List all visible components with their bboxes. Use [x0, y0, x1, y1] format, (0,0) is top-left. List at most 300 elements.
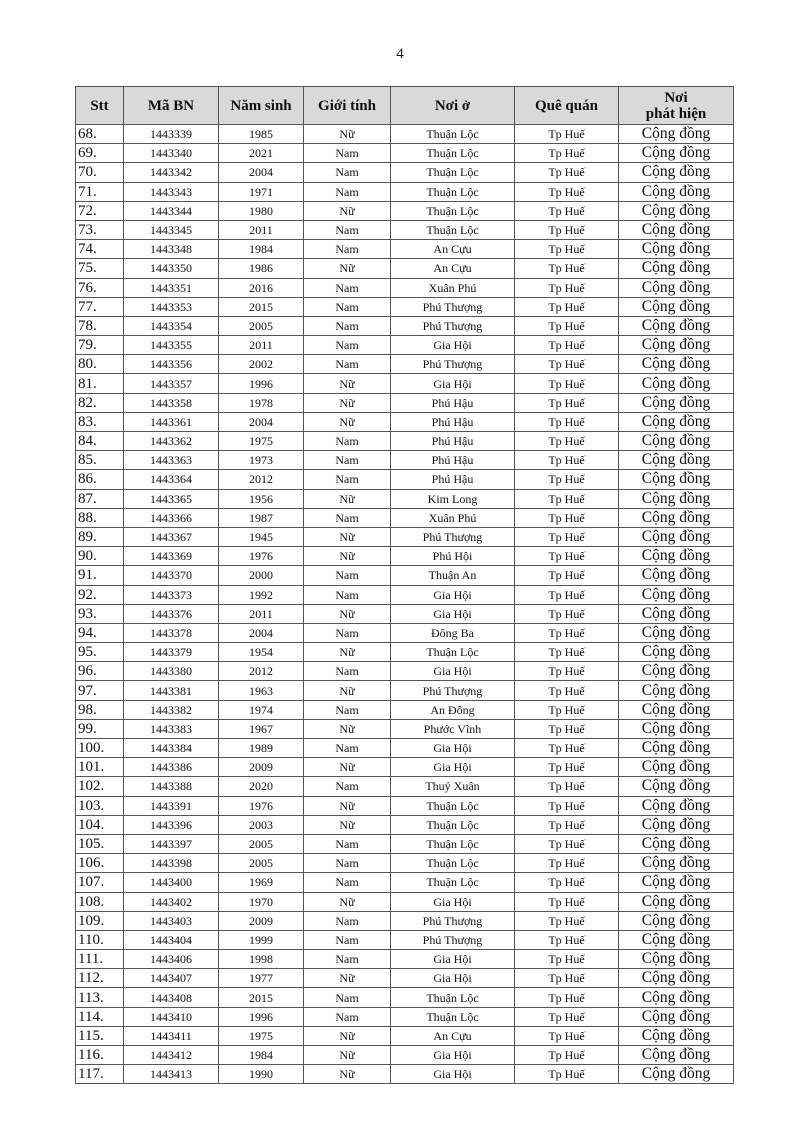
- cell-stt: 86.: [76, 470, 124, 489]
- cell-stt: 82.: [76, 393, 124, 412]
- cell-que-quan: Tp Huế: [515, 432, 619, 451]
- cell-gioi-tinh: Nam: [304, 240, 391, 259]
- cell-noi-phat-hien: Cộng đồng: [619, 911, 734, 930]
- cell-noi-phat-hien: Cộng đồng: [619, 508, 734, 527]
- cell-gioi-tinh: Nữ: [304, 374, 391, 393]
- table-row: [76, 393, 734, 412]
- table-row: [76, 125, 734, 144]
- cell-stt: 79.: [76, 336, 124, 355]
- cell-stt: 109.: [76, 911, 124, 930]
- cell-stt: 116.: [76, 1046, 124, 1065]
- cell-stt: 69.: [76, 144, 124, 163]
- cell-nam-sinh: 2004: [219, 163, 304, 182]
- cell-noi-o: Phú Thượng: [391, 930, 515, 949]
- cell-que-quan: Tp Huế: [515, 604, 619, 623]
- cell-noi-o: Thuận Lộc: [391, 988, 515, 1007]
- cell-noi-phat-hien: Cộng đồng: [619, 662, 734, 681]
- cell-noi-phat-hien: Cộng đồng: [619, 1026, 734, 1045]
- table-row: [76, 412, 734, 431]
- cell-que-quan: Tp Huế: [515, 623, 619, 642]
- cell-stt: 91.: [76, 566, 124, 585]
- cell-nam-sinh: 2011: [219, 336, 304, 355]
- cell-noi-phat-hien: Cộng đồng: [619, 854, 734, 873]
- cell-noi-phat-hien: Cộng đồng: [619, 700, 734, 719]
- cell-noi-o: Gia Hội: [391, 1065, 515, 1084]
- cell-que-quan: Tp Huế: [515, 719, 619, 738]
- cell-noi-o: Thuỷ Xuân: [391, 777, 515, 796]
- cell-nam-sinh: 2004: [219, 412, 304, 431]
- cell-nam-sinh: 1973: [219, 451, 304, 470]
- table-row: [76, 892, 734, 911]
- cell-nam-sinh: 1975: [219, 1026, 304, 1045]
- cell-nam-sinh: 2011: [219, 220, 304, 239]
- cell-noi-phat-hien: Cộng đồng: [619, 873, 734, 892]
- cell-gioi-tinh: Nam: [304, 355, 391, 374]
- cell-noi-o: Gia Hội: [391, 950, 515, 969]
- table-row: [76, 527, 734, 546]
- header-nam-sinh: Năm sinh: [219, 87, 304, 125]
- cell-ma-bn: 1443382: [124, 700, 219, 719]
- cell-stt: 115.: [76, 1026, 124, 1045]
- table-row: [76, 1046, 734, 1065]
- cell-gioi-tinh: Nữ: [304, 892, 391, 911]
- table-row: [76, 1007, 734, 1026]
- cell-que-quan: Tp Huế: [515, 412, 619, 431]
- cell-nam-sinh: 2003: [219, 815, 304, 834]
- cell-ma-bn: 1443404: [124, 930, 219, 949]
- table-row: [76, 508, 734, 527]
- cell-noi-phat-hien: Cộng đồng: [619, 297, 734, 316]
- table-row: [76, 432, 734, 451]
- cell-nam-sinh: 1954: [219, 643, 304, 662]
- cell-noi-o: Gia Hội: [391, 585, 515, 604]
- header-que-quan: Quê quán: [515, 87, 619, 125]
- cell-gioi-tinh: Nam: [304, 432, 391, 451]
- cell-noi-phat-hien: Cộng đồng: [619, 470, 734, 489]
- cell-gioi-tinh: Nam: [304, 508, 391, 527]
- cell-ma-bn: 1443403: [124, 911, 219, 930]
- cell-que-quan: Tp Huế: [515, 566, 619, 585]
- cell-ma-bn: 1443396: [124, 815, 219, 834]
- cell-nam-sinh: 2000: [219, 566, 304, 585]
- header-noi-phat-hien: [619, 87, 734, 125]
- cell-ma-bn: 1443365: [124, 489, 219, 508]
- cell-gioi-tinh: Nam: [304, 297, 391, 316]
- table-row: [76, 643, 734, 662]
- table-row: [76, 758, 734, 777]
- cell-stt: 93.: [76, 604, 124, 623]
- cell-ma-bn: 1443407: [124, 969, 219, 988]
- cell-nam-sinh: 1987: [219, 508, 304, 527]
- cell-gioi-tinh: Nam: [304, 1007, 391, 1026]
- cell-noi-phat-hien: Cộng đồng: [619, 1065, 734, 1084]
- cell-stt: 102.: [76, 777, 124, 796]
- cell-gioi-tinh: Nam: [304, 988, 391, 1007]
- cell-nam-sinh: 1990: [219, 1065, 304, 1084]
- cell-que-quan: Tp Huế: [515, 1007, 619, 1026]
- cell-noi-phat-hien: Cộng đồng: [619, 777, 734, 796]
- cell-noi-phat-hien: Cộng đồng: [619, 969, 734, 988]
- cell-que-quan: Tp Huế: [515, 125, 619, 144]
- cell-nam-sinh: 1967: [219, 719, 304, 738]
- cell-nam-sinh: 1978: [219, 393, 304, 412]
- cell-nam-sinh: 2015: [219, 297, 304, 316]
- cell-noi-phat-hien: Cộng đồng: [619, 585, 734, 604]
- cell-stt: 73.: [76, 220, 124, 239]
- cell-gioi-tinh: Nam: [304, 470, 391, 489]
- cell-nam-sinh: 2009: [219, 758, 304, 777]
- cell-gioi-tinh: Nam: [304, 278, 391, 297]
- cell-noi-o: Phú Thượng: [391, 911, 515, 930]
- cell-noi-phat-hien: Cộng đồng: [619, 374, 734, 393]
- cell-noi-phat-hien: Cộng đồng: [619, 163, 734, 182]
- cell-gioi-tinh: Nam: [304, 182, 391, 201]
- cell-que-quan: Tp Huế: [515, 911, 619, 930]
- cell-que-quan: Tp Huế: [515, 355, 619, 374]
- table-row: [76, 547, 734, 566]
- cell-que-quan: Tp Huế: [515, 700, 619, 719]
- cell-noi-phat-hien: Cộng đồng: [619, 125, 734, 144]
- cell-que-quan: Tp Huế: [515, 508, 619, 527]
- cell-noi-o: Thuận An: [391, 566, 515, 585]
- cell-que-quan: Tp Huế: [515, 144, 619, 163]
- cell-ma-bn: 1443398: [124, 854, 219, 873]
- cell-que-quan: Tp Huế: [515, 393, 619, 412]
- table-row: [76, 604, 734, 623]
- cell-stt: 80.: [76, 355, 124, 374]
- header-stt: Stt: [76, 87, 124, 125]
- cell-ma-bn: 1443369: [124, 547, 219, 566]
- cell-nam-sinh: 2011: [219, 604, 304, 623]
- cell-noi-phat-hien: Cộng đồng: [619, 527, 734, 546]
- cell-stt: 101.: [76, 758, 124, 777]
- table-row: [76, 220, 734, 239]
- cell-stt: 77.: [76, 297, 124, 316]
- cell-stt: 104.: [76, 815, 124, 834]
- cell-que-quan: Tp Huế: [515, 278, 619, 297]
- cell-gioi-tinh: Nam: [304, 316, 391, 335]
- cell-gioi-tinh: Nữ: [304, 125, 391, 144]
- cell-stt: 107.: [76, 873, 124, 892]
- cell-ma-bn: 1443379: [124, 643, 219, 662]
- cell-noi-phat-hien: Cộng đồng: [619, 393, 734, 412]
- cell-noi-o: Gia Hội: [391, 662, 515, 681]
- cell-ma-bn: 1443361: [124, 412, 219, 431]
- header-noi-o: Nơi ở: [391, 87, 515, 125]
- cell-gioi-tinh: Nam: [304, 144, 391, 163]
- cell-nam-sinh: 2009: [219, 911, 304, 930]
- cell-gioi-tinh: Nữ: [304, 758, 391, 777]
- cell-gioi-tinh: Nam: [304, 451, 391, 470]
- cell-gioi-tinh: Nam: [304, 700, 391, 719]
- cell-noi-o: Gia Hội: [391, 892, 515, 911]
- cell-que-quan: Tp Huế: [515, 739, 619, 758]
- cell-nam-sinh: 2005: [219, 834, 304, 853]
- cell-que-quan: Tp Huế: [515, 892, 619, 911]
- cell-ma-bn: 1443408: [124, 988, 219, 1007]
- table-row: [76, 1026, 734, 1045]
- table-row: [76, 278, 734, 297]
- cell-noi-phat-hien: Cộng đồng: [619, 930, 734, 949]
- cell-stt: 108.: [76, 892, 124, 911]
- cell-noi-o: Phú Hậu: [391, 393, 515, 412]
- cell-ma-bn: 1443351: [124, 278, 219, 297]
- cell-nam-sinh: 2020: [219, 777, 304, 796]
- table-row: [76, 489, 734, 508]
- cell-noi-o: Xuân Phú: [391, 278, 515, 297]
- cell-noi-o: Phước Vĩnh: [391, 719, 515, 738]
- cell-gioi-tinh: Nữ: [304, 1065, 391, 1084]
- cell-noi-o: An Cựu: [391, 1026, 515, 1045]
- cell-noi-phat-hien: Cộng đồng: [619, 758, 734, 777]
- cell-ma-bn: 1443413: [124, 1065, 219, 1084]
- cell-noi-phat-hien: Cộng đồng: [619, 681, 734, 700]
- table-row: [76, 144, 734, 163]
- cell-que-quan: Tp Huế: [515, 681, 619, 700]
- cell-noi-o: Thuận Lộc: [391, 643, 515, 662]
- cell-que-quan: Tp Huế: [515, 374, 619, 393]
- header-gioi-tinh: Giới tính: [304, 87, 391, 125]
- page-number: 4: [396, 46, 404, 62]
- cell-que-quan: Tp Huế: [515, 336, 619, 355]
- cell-gioi-tinh: Nữ: [304, 815, 391, 834]
- cell-nam-sinh: 1976: [219, 796, 304, 815]
- table-row: [76, 854, 734, 873]
- cell-noi-phat-hien: Cộng đồng: [619, 547, 734, 566]
- cell-noi-phat-hien: Cộng đồng: [619, 623, 734, 642]
- cell-ma-bn: 1443343: [124, 182, 219, 201]
- cell-ma-bn: 1443358: [124, 393, 219, 412]
- cell-noi-phat-hien: Cộng đồng: [619, 432, 734, 451]
- cell-nam-sinh: 2002: [219, 355, 304, 374]
- cell-noi-o: Phú Hội: [391, 547, 515, 566]
- cell-que-quan: Tp Huế: [515, 316, 619, 335]
- table-row: [76, 623, 734, 642]
- cell-que-quan: Tp Huế: [515, 527, 619, 546]
- cell-que-quan: Tp Huế: [515, 1026, 619, 1045]
- cell-noi-phat-hien: Cộng đồng: [619, 240, 734, 259]
- cell-stt: 100.: [76, 739, 124, 758]
- cell-stt: 84.: [76, 432, 124, 451]
- cell-ma-bn: 1443357: [124, 374, 219, 393]
- cell-noi-phat-hien: Cộng đồng: [619, 566, 734, 585]
- cell-nam-sinh: 1963: [219, 681, 304, 700]
- cell-gioi-tinh: Nam: [304, 777, 391, 796]
- cell-noi-phat-hien: Cộng đồng: [619, 489, 734, 508]
- cell-noi-o: Phú Thượng: [391, 316, 515, 335]
- cell-stt: 96.: [76, 662, 124, 681]
- table-row: [76, 585, 734, 604]
- table-row: [76, 182, 734, 201]
- cell-ma-bn: 1443381: [124, 681, 219, 700]
- cell-ma-bn: 1443373: [124, 585, 219, 604]
- cell-noi-phat-hien: Cộng đồng: [619, 182, 734, 201]
- cell-que-quan: Tp Huế: [515, 777, 619, 796]
- cell-stt: 105.: [76, 834, 124, 853]
- cell-ma-bn: 1443388: [124, 777, 219, 796]
- cell-stt: 78.: [76, 316, 124, 335]
- cell-ma-bn: 1443345: [124, 220, 219, 239]
- cell-noi-o: Thuận Lộc: [391, 854, 515, 873]
- cell-noi-o: Gia Hội: [391, 739, 515, 758]
- table-row: [76, 662, 734, 681]
- cell-ma-bn: 1443356: [124, 355, 219, 374]
- cell-stt: 72.: [76, 201, 124, 220]
- table-row: [76, 163, 734, 182]
- cell-gioi-tinh: Nam: [304, 585, 391, 604]
- table-row: [76, 719, 734, 738]
- cell-noi-o: Kim Long: [391, 489, 515, 508]
- cell-noi-phat-hien: Cộng đồng: [619, 892, 734, 911]
- cell-stt: 75.: [76, 259, 124, 278]
- cell-stt: 74.: [76, 240, 124, 259]
- cell-que-quan: Tp Huế: [515, 1065, 619, 1084]
- cell-ma-bn: 1443391: [124, 796, 219, 815]
- cell-nam-sinh: 1945: [219, 527, 304, 546]
- cell-que-quan: Tp Huế: [515, 201, 619, 220]
- cell-ma-bn: 1443378: [124, 623, 219, 642]
- cell-stt: 103.: [76, 796, 124, 815]
- cell-ma-bn: 1443342: [124, 163, 219, 182]
- cell-nam-sinh: 2004: [219, 623, 304, 642]
- cell-noi-o: Gia Hội: [391, 604, 515, 623]
- cell-ma-bn: 1443376: [124, 604, 219, 623]
- cell-noi-o: An Cựu: [391, 240, 515, 259]
- table-row: [76, 1065, 734, 1084]
- cell-stt: 83.: [76, 412, 124, 431]
- cell-stt: 94.: [76, 623, 124, 642]
- cell-nam-sinh: 2012: [219, 470, 304, 489]
- cell-que-quan: Tp Huế: [515, 585, 619, 604]
- cell-noi-phat-hien: Cộng đồng: [619, 1007, 734, 1026]
- cell-gioi-tinh: Nữ: [304, 527, 391, 546]
- cell-noi-o: Thuận Lộc: [391, 796, 515, 815]
- cell-gioi-tinh: Nam: [304, 911, 391, 930]
- cell-ma-bn: 1443412: [124, 1046, 219, 1065]
- cell-ma-bn: 1443366: [124, 508, 219, 527]
- cell-noi-o: Gia Hội: [391, 758, 515, 777]
- cell-gioi-tinh: Nam: [304, 739, 391, 758]
- table-row: [76, 796, 734, 815]
- cell-stt: 106.: [76, 854, 124, 873]
- cell-nam-sinh: 2012: [219, 662, 304, 681]
- cell-noi-o: Phú Hậu: [391, 451, 515, 470]
- cell-noi-phat-hien: Cộng đồng: [619, 355, 734, 374]
- cell-que-quan: Tp Huế: [515, 758, 619, 777]
- cell-nam-sinh: 1956: [219, 489, 304, 508]
- cell-que-quan: Tp Huế: [515, 854, 619, 873]
- cell-noi-phat-hien: Cộng đồng: [619, 1046, 734, 1065]
- cell-noi-phat-hien: Cộng đồng: [619, 796, 734, 815]
- cell-gioi-tinh: Nam: [304, 834, 391, 853]
- cell-que-quan: Tp Huế: [515, 182, 619, 201]
- table-row: [76, 739, 734, 758]
- cell-nam-sinh: 2015: [219, 988, 304, 1007]
- cell-ma-bn: 1443384: [124, 739, 219, 758]
- cell-noi-o: Thuận Lộc: [391, 125, 515, 144]
- cell-nam-sinh: 1977: [219, 969, 304, 988]
- cell-noi-o: Xuân Phú: [391, 508, 515, 527]
- cell-stt: 111.: [76, 950, 124, 969]
- cell-stt: 70.: [76, 163, 124, 182]
- cell-gioi-tinh: Nữ: [304, 201, 391, 220]
- cell-noi-o: Thuận Lộc: [391, 815, 515, 834]
- cell-gioi-tinh: Nam: [304, 662, 391, 681]
- cell-ma-bn: 1443402: [124, 892, 219, 911]
- cell-noi-phat-hien: Cộng đồng: [619, 316, 734, 335]
- cell-gioi-tinh: Nữ: [304, 489, 391, 508]
- cell-noi-o: Thuận Lộc: [391, 1007, 515, 1026]
- table-row: [76, 566, 734, 585]
- cell-gioi-tinh: Nam: [304, 336, 391, 355]
- cell-ma-bn: 1443340: [124, 144, 219, 163]
- table-row: [76, 201, 734, 220]
- cell-ma-bn: 1443339: [124, 125, 219, 144]
- cell-noi-phat-hien: Cộng đồng: [619, 988, 734, 1007]
- cell-ma-bn: 1443397: [124, 834, 219, 853]
- cell-noi-o: Gia Hội: [391, 969, 515, 988]
- cell-stt: 92.: [76, 585, 124, 604]
- cell-noi-phat-hien: Cộng đồng: [619, 259, 734, 278]
- cell-noi-phat-hien: Cộng đồng: [619, 412, 734, 431]
- cell-stt: 68.: [76, 125, 124, 144]
- cell-noi-o: Phú Thượng: [391, 527, 515, 546]
- cell-que-quan: Tp Huế: [515, 259, 619, 278]
- cell-ma-bn: 1443410: [124, 1007, 219, 1026]
- cell-stt: 97.: [76, 681, 124, 700]
- cell-que-quan: Tp Huế: [515, 1046, 619, 1065]
- cell-ma-bn: 1443353: [124, 297, 219, 316]
- patient-table: [75, 86, 734, 1084]
- table-row: [76, 873, 734, 892]
- cell-gioi-tinh: Nữ: [304, 796, 391, 815]
- cell-ma-bn: 1443400: [124, 873, 219, 892]
- cell-gioi-tinh: Nữ: [304, 547, 391, 566]
- cell-noi-phat-hien: Cộng đồng: [619, 220, 734, 239]
- cell-gioi-tinh: Nữ: [304, 393, 391, 412]
- cell-gioi-tinh: Nam: [304, 873, 391, 892]
- cell-que-quan: Tp Huế: [515, 815, 619, 834]
- cell-stt: 113.: [76, 988, 124, 1007]
- cell-gioi-tinh: Nam: [304, 854, 391, 873]
- cell-noi-phat-hien: Cộng đồng: [619, 950, 734, 969]
- header-noi-phat-hien-line1: Nơi: [664, 89, 688, 106]
- table-row: [76, 297, 734, 316]
- cell-que-quan: Tp Huế: [515, 643, 619, 662]
- table-row: [76, 777, 734, 796]
- cell-gioi-tinh: Nam: [304, 220, 391, 239]
- table-row: [76, 336, 734, 355]
- cell-que-quan: Tp Huế: [515, 297, 619, 316]
- cell-gioi-tinh: Nữ: [304, 412, 391, 431]
- cell-gioi-tinh: Nữ: [304, 1046, 391, 1065]
- table-row: [76, 259, 734, 278]
- cell-noi-o: Gia Hội: [391, 374, 515, 393]
- cell-noi-phat-hien: Cộng đồng: [619, 201, 734, 220]
- cell-stt: 98.: [76, 700, 124, 719]
- cell-nam-sinh: 1976: [219, 547, 304, 566]
- table-row: [76, 911, 734, 930]
- cell-noi-phat-hien: Cộng đồng: [619, 336, 734, 355]
- cell-nam-sinh: 1986: [219, 259, 304, 278]
- cell-que-quan: Tp Huế: [515, 988, 619, 1007]
- cell-que-quan: Tp Huế: [515, 547, 619, 566]
- cell-nam-sinh: 1970: [219, 892, 304, 911]
- cell-noi-o: Gia Hội: [391, 1046, 515, 1065]
- cell-gioi-tinh: Nam: [304, 930, 391, 949]
- cell-noi-o: Thuận Lộc: [391, 144, 515, 163]
- cell-nam-sinh: 1985: [219, 125, 304, 144]
